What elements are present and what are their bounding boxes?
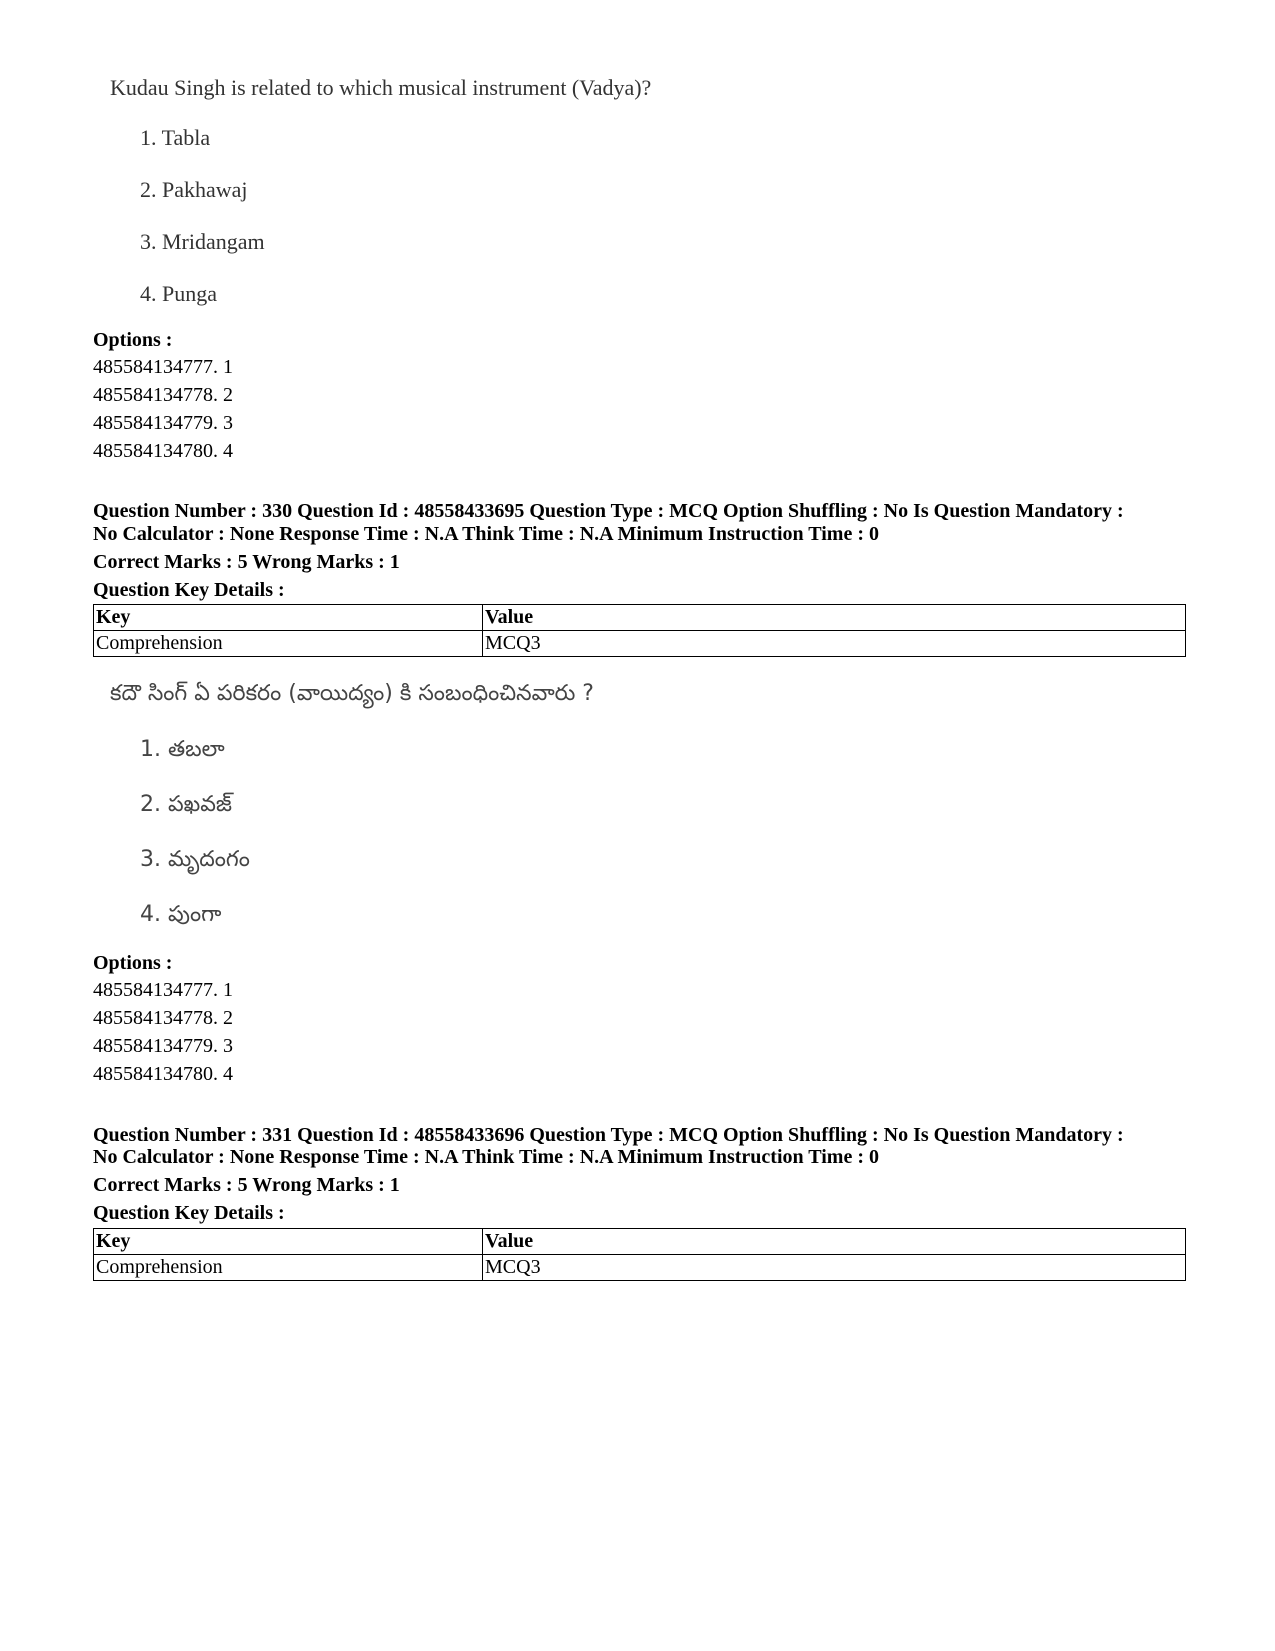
option-line: 485584134779. 3: [93, 412, 233, 434]
question-key-table: [93, 1228, 1186, 1281]
options-label: Options :: [93, 329, 173, 351]
marks-line: Correct Marks : 5 Wrong Marks : 1: [93, 1174, 400, 1196]
option-line: 485584134778. 2: [93, 384, 233, 406]
question-header-line1: Question Number : 330 Question Id : 48558433695 Question Type : MCQ Option Shuffling : No Is Question Mandatory :: [93, 500, 1124, 522]
table-cell-key: Comprehension: [94, 1255, 483, 1281]
choice-item: 2. Pakhawaj: [140, 177, 248, 202]
choice-item: 2. పఖవజ్: [140, 792, 232, 817]
option-line: 485584134777. 1: [93, 356, 233, 378]
option-line: 485584134777. 1: [93, 979, 233, 1001]
choice-item: 1. తబలా: [140, 737, 225, 762]
option-line: 485584134780. 4: [93, 1063, 233, 1085]
choice-item: 4. Punga: [140, 281, 217, 306]
table-header-value: Value: [483, 1229, 1186, 1255]
table-row: [94, 631, 1186, 657]
key-details-label: Question Key Details :: [93, 1202, 285, 1224]
table-header-row: [94, 1229, 1186, 1255]
table-header-value: Value: [483, 605, 1186, 631]
table-row: [94, 1255, 1186, 1281]
question-text: కదౌ సింగ్ ఏ పరికరం (వాయిద్యం) కి సంబంధించినవారు ?: [110, 681, 594, 706]
question-image-english: [110, 74, 652, 306]
choice-item: 3. Mridangam: [140, 229, 265, 254]
option-line: 485584134778. 2: [93, 1007, 233, 1029]
table-header-key: Key: [94, 1229, 483, 1255]
question-header-line2: No Calculator : None Response Time : N.A Think Time : N.A Minimum Instruction Time : 0: [93, 523, 879, 545]
question-header-line1: Question Number : 331 Question Id : 48558433696 Question Type : MCQ Option Shuffling : No Is Question Mandatory :: [93, 1124, 1124, 1146]
option-line: 485584134779. 3: [93, 1035, 233, 1057]
question-text: Kudau Singh is related to which musical instrument (Vadya)?: [110, 75, 652, 100]
choice-item: 1. Tabla: [140, 125, 211, 150]
question-key-table: [93, 604, 1186, 657]
option-line: 485584134780. 4: [93, 440, 233, 462]
table-cell-key: Comprehension: [94, 631, 483, 657]
question-image-telugu: [110, 680, 594, 927]
choice-item: 3. మృదంగం: [140, 847, 250, 872]
key-details-label: Question Key Details :: [93, 579, 285, 601]
options-label: Options :: [93, 952, 173, 974]
table-cell-value: MCQ3: [483, 631, 1186, 657]
question-header-line2: No Calculator : None Response Time : N.A Think Time : N.A Minimum Instruction Time : 0: [93, 1146, 879, 1168]
choice-item: 4. పుంగా: [140, 902, 222, 927]
table-header-key: Key: [94, 605, 483, 631]
marks-line: Correct Marks : 5 Wrong Marks : 1: [93, 551, 400, 573]
table-cell-value: MCQ3: [483, 1255, 1186, 1281]
table-header-row: [94, 605, 1186, 631]
